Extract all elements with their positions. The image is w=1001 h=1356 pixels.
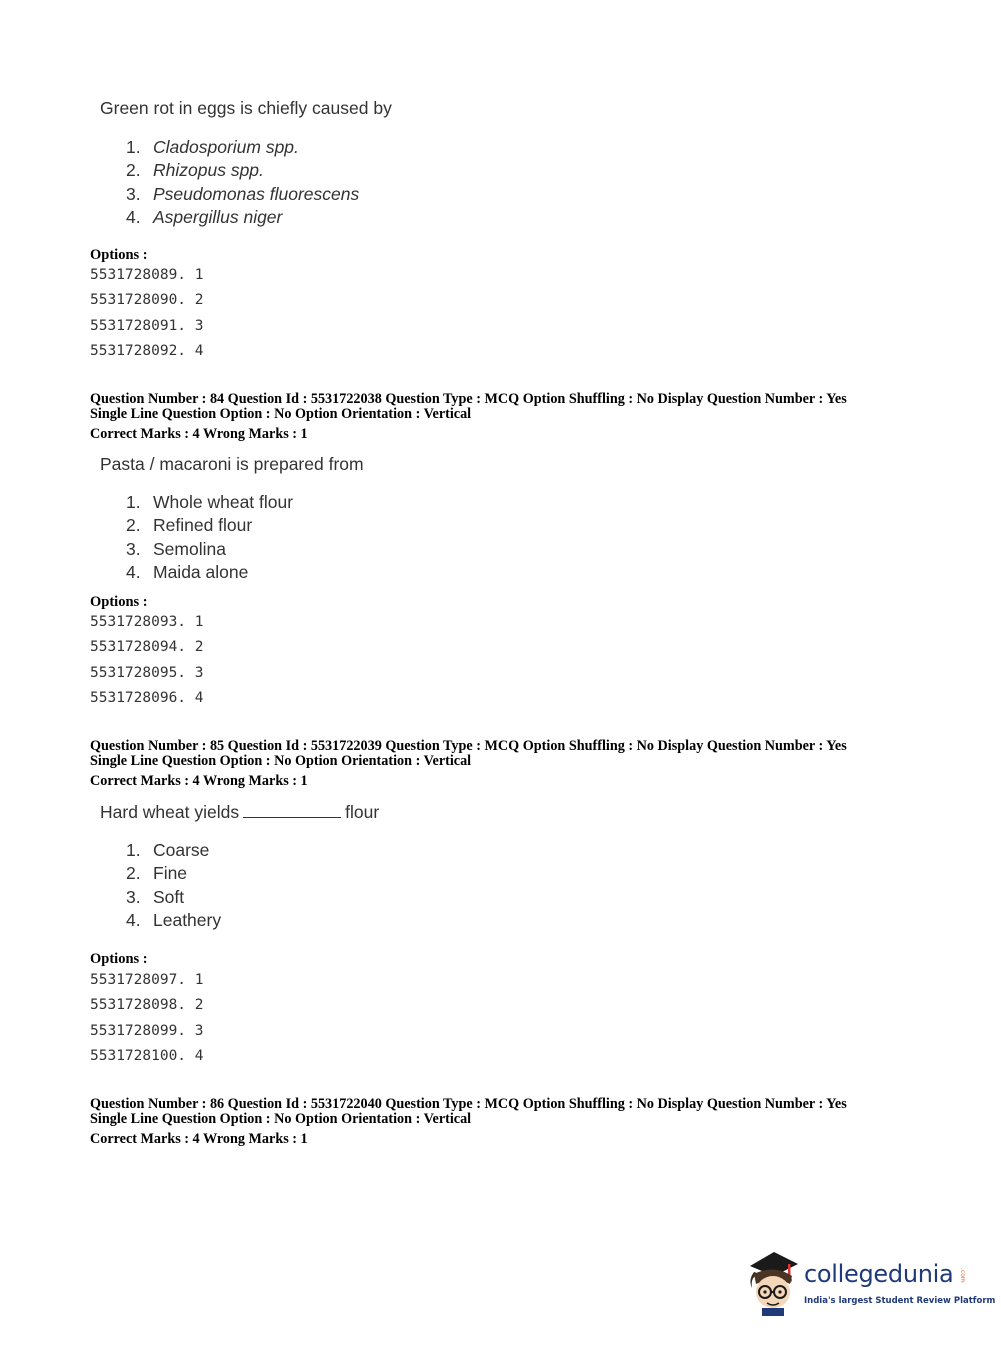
question-85-marks: Correct Marks : 4 Wrong Marks : 1 bbox=[90, 773, 308, 789]
mascot-icon bbox=[744, 1250, 804, 1316]
question-85-text bbox=[100, 802, 379, 823]
choice-item: 3. Pseudomonas fluorescens bbox=[126, 183, 360, 204]
option-item: 5531728090. 2 bbox=[90, 292, 204, 309]
option-item: 5531728091. 3 bbox=[90, 317, 204, 334]
option-item: 5531728100. 4 bbox=[90, 1048, 204, 1065]
choice-item: 1. Cladosporium spp. bbox=[126, 137, 299, 157]
option-item: 5531728096. 4 bbox=[90, 690, 204, 707]
options-label: Options : bbox=[90, 247, 148, 263]
choice-item: 4. Leathery bbox=[126, 909, 222, 930]
question-84-text: Pasta / macaroni is prepared from bbox=[100, 454, 364, 474]
option-item: 5531728094. 2 bbox=[90, 639, 204, 656]
collegedunia-logo bbox=[744, 1250, 996, 1320]
choice-item: 1. Whole wheat flour bbox=[126, 492, 294, 512]
option-item: 5531728093. 1 bbox=[90, 614, 204, 630]
question-84-meta-line2: Single Line Question Option : No Option Orientation : Vertical bbox=[90, 406, 472, 422]
fill-in-blank bbox=[243, 803, 341, 818]
question-86-meta-line1: Question Number : 86 Question Id : 5531722040 Question Type : MCQ Option Shuffling : No Display Question Number : Yes bbox=[90, 1096, 847, 1112]
question-85-meta-line1: Question Number : 85 Question Id : 5531722039 Question Type : MCQ Option Shuffling : No Display Question Number : Yes bbox=[90, 738, 847, 754]
choice-item: 4. Aspergillus niger bbox=[126, 206, 283, 227]
question-85-options bbox=[90, 968, 204, 1070]
options-label: Options : bbox=[90, 951, 148, 967]
options-label: Options : bbox=[90, 594, 148, 610]
question-84-choices bbox=[126, 491, 293, 584]
choice-item: 2. Rhizopus spp. bbox=[126, 160, 264, 181]
choice-item: 1. Coarse bbox=[126, 840, 210, 860]
option-item: 5531728097. 1 bbox=[90, 972, 204, 988]
question-84-meta-line1: Question Number : 84 Question Id : 5531722038 Question Type : MCQ Option Shuffling : No Display Question Number : Yes bbox=[90, 391, 847, 407]
logo-tld: .com bbox=[959, 1268, 966, 1283]
option-item: 5531728099. 3 bbox=[90, 1022, 204, 1039]
choice-item: 3. Soft bbox=[126, 886, 185, 907]
logo-wordmark: collegedunia bbox=[804, 1260, 954, 1288]
choice-item: 2. Refined flour bbox=[126, 515, 253, 536]
choice-item: 4. Maida alone bbox=[126, 561, 249, 582]
question-83-choices bbox=[126, 136, 359, 229]
question-83-text: Green rot in eggs is chiefly caused by bbox=[100, 98, 392, 118]
logo-tagline: India's largest Student Review Platform bbox=[804, 1296, 996, 1306]
option-item: 5531728089. 1 bbox=[90, 267, 204, 283]
question-83-options bbox=[90, 263, 204, 365]
question-85-text-before: Hard wheat yields bbox=[100, 802, 240, 822]
question-86-meta-line2: Single Line Question Option : No Option Orientation : Vertical bbox=[90, 1111, 472, 1127]
choice-item: 2. Fine bbox=[126, 863, 188, 884]
option-item: 5531728095. 3 bbox=[90, 664, 204, 681]
question-85-choices bbox=[126, 839, 221, 932]
question-86-marks: Correct Marks : 4 Wrong Marks : 1 bbox=[90, 1131, 308, 1147]
question-84-options bbox=[90, 610, 204, 712]
option-item: 5531728098. 2 bbox=[90, 997, 204, 1014]
question-84-marks: Correct Marks : 4 Wrong Marks : 1 bbox=[90, 426, 308, 442]
option-item: 5531728092. 4 bbox=[90, 343, 204, 360]
question-85-text-after: flour bbox=[345, 802, 380, 822]
choice-item: 3. Semolina bbox=[126, 538, 226, 559]
question-85-meta-line2: Single Line Question Option : No Option Orientation : Vertical bbox=[90, 753, 472, 769]
